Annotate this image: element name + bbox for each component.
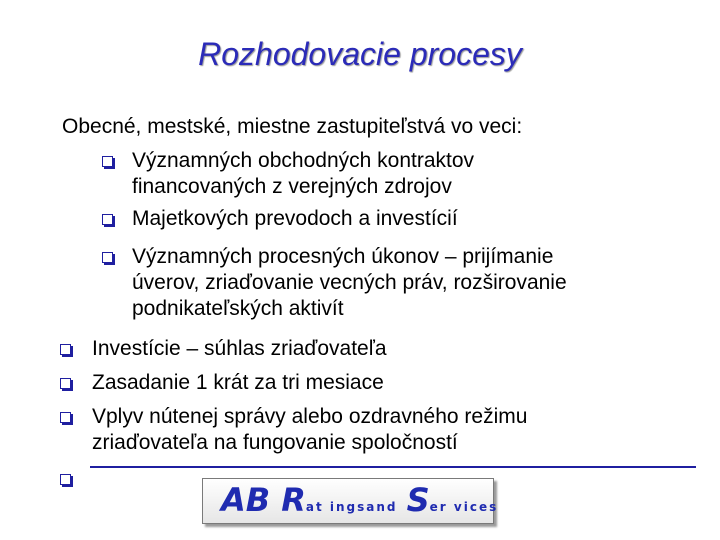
sub-bullet-1 (132, 148, 474, 200)
sub-bullet-3-line-3: podnikateľských aktivít (132, 297, 344, 320)
intro-text: Obecné, mestské, miestne zastupiteľstvá vo veci: (62, 115, 523, 138)
sub-bullet-3-line-2: úverov, zriaďovanie vecných práv, rozširovanie (132, 271, 567, 294)
footer-divider (90, 466, 696, 468)
company-logo (202, 478, 499, 524)
logo-text (221, 481, 498, 519)
sub-bullet-1-line-2: financovaných z verejných zdrojov (132, 175, 452, 198)
checkbox-bullet-icon (102, 214, 113, 225)
logo-atingsand: at ingsand (305, 500, 398, 514)
slide-title: Rozhodovacie procesy (198, 36, 522, 72)
sub-bullet-3-line-1: Významných procesných úkonov – prijímanie (132, 245, 554, 268)
bullet-3-line-1: Vplyv nútenej správy alebo ozdravného režimu (92, 405, 528, 428)
checkbox-bullet-icon (60, 344, 71, 355)
sub-bullet-1-line-1: Významných obchodných kontraktov (132, 149, 475, 172)
bullet-1 (92, 336, 387, 362)
checkbox-bullet-icon (102, 252, 113, 263)
bullet-2-line-1: Zasadanie 1 krát za tri mesiace (92, 371, 384, 394)
sub-bullet-3 (132, 244, 567, 322)
bullet-3-line-2: zriaďovateľa na fungovanie spoločností (92, 431, 458, 454)
sub-bullet-2-line-1: Majetkových prevodoch a investícií (132, 207, 458, 230)
checkbox-bullet-icon (102, 156, 113, 167)
bullet-2 (92, 370, 384, 396)
logo-ab: AB (221, 481, 271, 519)
logo-ervices: er vices (429, 500, 499, 514)
logo-s: S (406, 481, 430, 519)
checkbox-bullet-icon (60, 412, 71, 423)
sub-bullet-2 (132, 206, 458, 232)
bullet-1-line-1: Investície – súhlas zriaďovateľa (92, 337, 387, 360)
bullet-3 (92, 404, 527, 456)
checkbox-bullet-icon (60, 474, 71, 485)
checkbox-bullet-icon (60, 378, 71, 389)
logo-r: R (281, 481, 306, 519)
